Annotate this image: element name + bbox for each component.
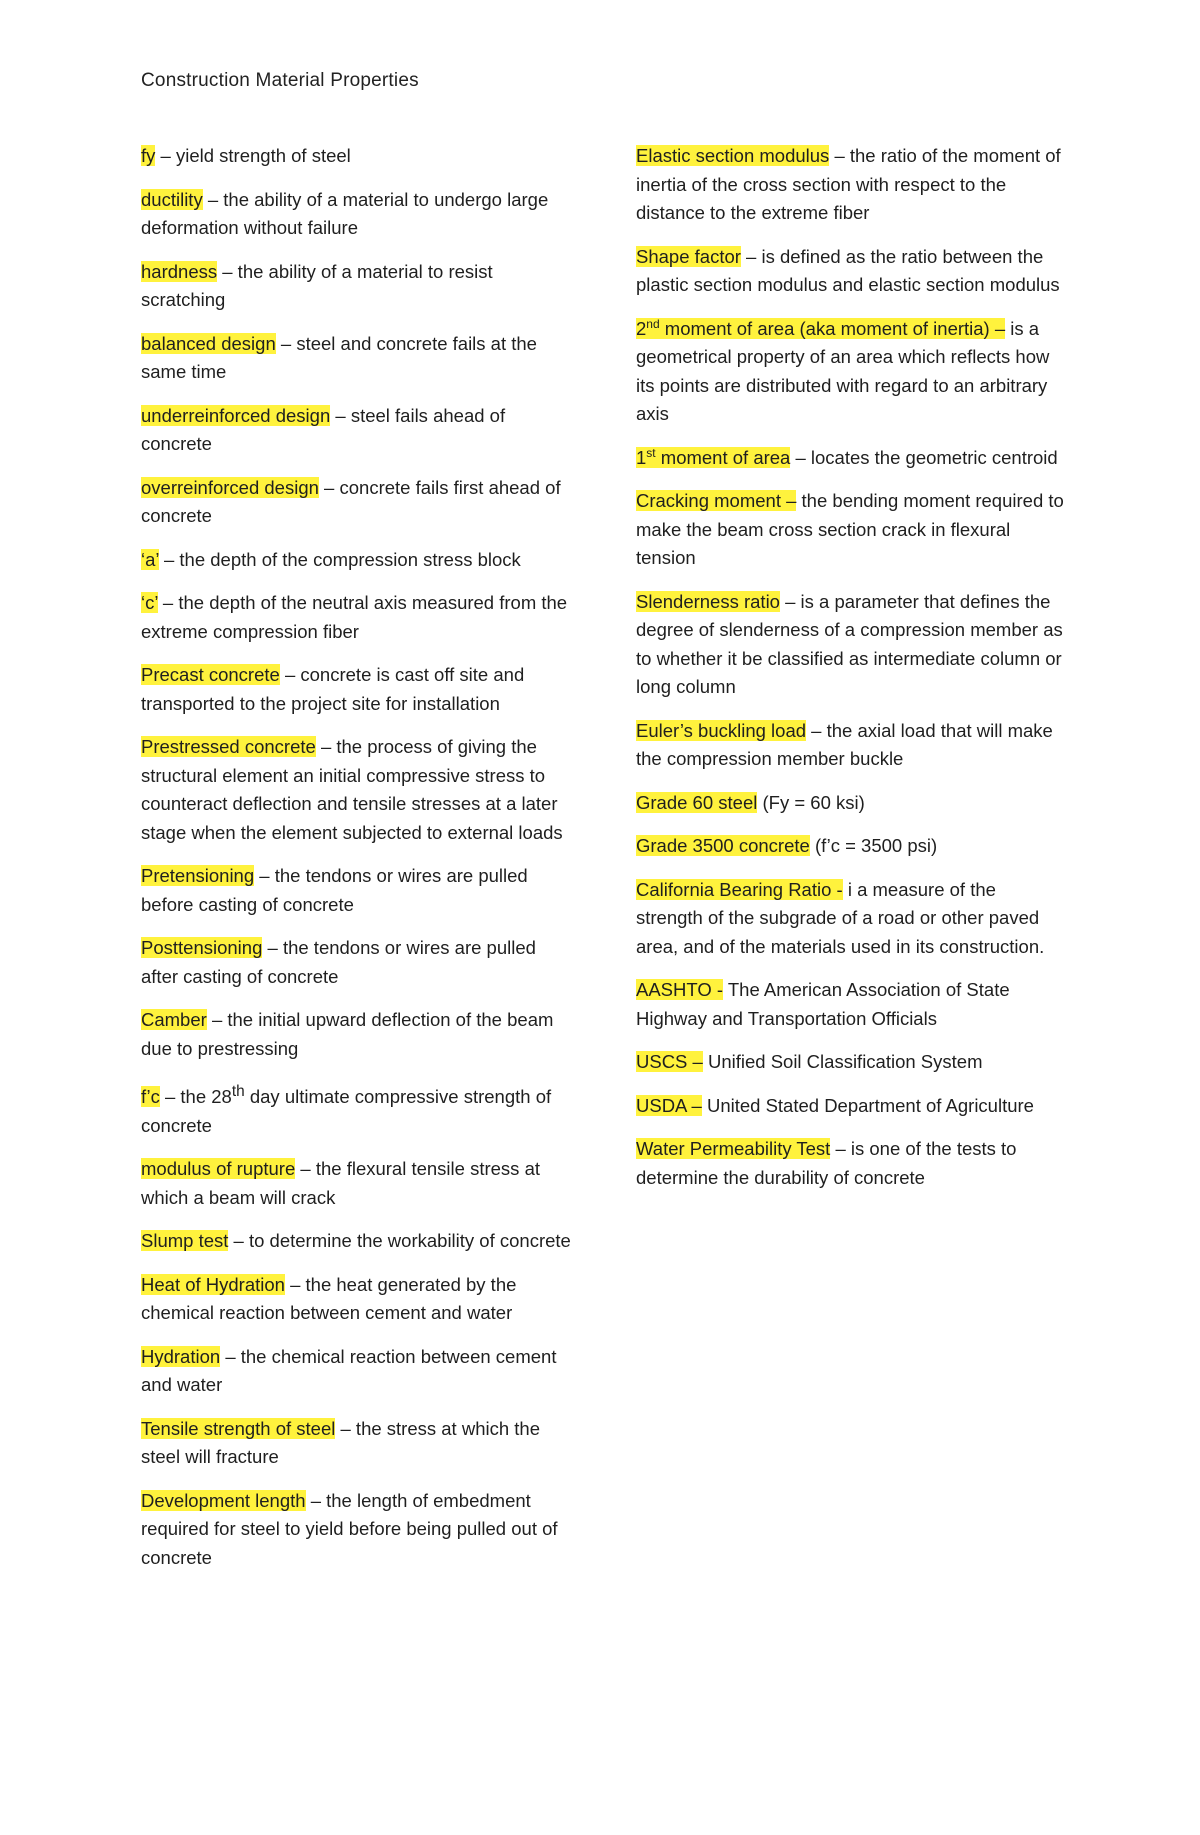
term-text: moment of area (aka moment of inertia) – [659, 317, 1006, 339]
definition-entry [141, 142, 571, 171]
definition-text: – the chemical reaction between cement and water [141, 1345, 557, 1396]
definition-entry [636, 876, 1066, 962]
definition-entry [636, 487, 1066, 573]
definition-entry [636, 243, 1066, 300]
term-highlight: AASHTO - [636, 979, 724, 1000]
definition-entry [636, 832, 1066, 861]
term-highlight: California Bearing Ratio - [636, 878, 843, 900]
definition-entry [141, 1155, 571, 1212]
definition-text: – is a parameter that defines the degree of slenderness of a compression member as to whether it be classified as intermediate column or long column [636, 590, 1063, 697]
definition-entry [636, 315, 1066, 429]
term-highlight: Development length [141, 1489, 306, 1511]
term-highlight: USDA – [636, 1094, 702, 1116]
term-highlight: Prestressed concrete [141, 736, 316, 757]
definition-text: – the process of giving the structural element an initial compressive stress to counteract deflection and tensile stresses at a later stage when the element subjected to external loads [141, 736, 563, 843]
definition-text: – yield strength of steel [155, 145, 351, 166]
definition-text: – is defined as the ratio between the plastic section modulus and elastic section modulus [636, 245, 1060, 295]
definition-entry [141, 1343, 571, 1400]
definition-entry [141, 474, 571, 531]
definition-text: – the ability of a material to resist scratching [141, 260, 493, 310]
definition-entry [141, 1227, 571, 1256]
definition-text: day ultimate compressive strength of concrete [141, 1086, 552, 1136]
definition-text: – the depth of the neutral axis measured from the extreme compression fiber [141, 592, 568, 642]
definition-text: – the ratio of the moment of inertia of the cross section with respect to the distance to the extreme fiber [636, 145, 1061, 223]
term-text: moment of area [655, 446, 791, 468]
term-highlight: underreinforced design [141, 404, 331, 426]
definition-text: – the initial upward deflection of the beam due to prestressing [141, 1009, 554, 1059]
definition-entry [636, 142, 1066, 228]
term-highlight: Tensile strength of steel [141, 1417, 336, 1439]
term-highlight: fy [141, 145, 156, 166]
definition-text: – concrete is cast off site and transported to the project site for installation [141, 664, 525, 714]
term-highlight: Grade 3500 concrete [636, 835, 810, 856]
term-highlight: f’c [141, 1086, 160, 1108]
definition-entry [636, 1135, 1066, 1192]
term-highlight: ductility [141, 188, 203, 210]
definition-text: – to determine the workability of concrete [228, 1230, 571, 1252]
definition-text: – the heat generated by the chemical reaction between cement and water [141, 1273, 517, 1324]
term-highlight: Hydration [141, 1345, 221, 1367]
definition-text: United Stated Department of Agriculture [701, 1094, 1034, 1116]
definition-entry [141, 661, 571, 718]
definition-entry [141, 330, 571, 387]
definition-entry [636, 1092, 1066, 1121]
definition-text: (Fy = 60 ksi) [757, 791, 865, 813]
definition-text: – the depth of the compression stress block [158, 548, 521, 570]
definition-entry [636, 588, 1066, 702]
term-highlight: USCS – [636, 1051, 703, 1072]
superscript: th [231, 1083, 245, 1100]
term-highlight: Camber [141, 1009, 207, 1030]
definition-text: – the tendons or wires are pulled after casting of concrete [141, 937, 536, 987]
definition-entry [141, 733, 571, 847]
definition-text: – is one of the tests to determine the durability of concrete [636, 1138, 1017, 1188]
definition-text: – the flexural tensile stress at which a beam will crack [141, 1158, 540, 1208]
definition-entry [141, 1271, 571, 1328]
definition-text: Unified Soil Classification System [702, 1051, 983, 1072]
definition-entry [636, 1048, 1066, 1077]
term-highlight [636, 447, 790, 468]
term-prefix: 2 [636, 317, 647, 339]
term-highlight: balanced design [141, 332, 276, 354]
term-highlight: ‘c’ [141, 592, 158, 613]
term-highlight: overreinforced design [141, 476, 319, 498]
term-highlight: Shape factor [636, 245, 741, 267]
definition-entry [636, 976, 1066, 1033]
document-title: Construction Material Properties [141, 70, 419, 91]
right-column [636, 142, 1066, 1207]
definition-text: – the length of embedment required for steel to yield before being pulled out of concrete [141, 1489, 558, 1568]
definition-entry [141, 546, 571, 575]
term-highlight: Posttensioning [141, 937, 263, 958]
definition-text: (f’c = 3500 psi) [809, 835, 938, 856]
term-highlight: ‘a’ [141, 548, 159, 570]
definition-entry [141, 186, 571, 243]
definition-text-prefix: – the 28 [159, 1086, 232, 1108]
superscript: st [646, 445, 656, 460]
term-prefix: 1 [636, 446, 647, 468]
definition-entry [141, 402, 571, 459]
term-highlight: Pretensioning [141, 865, 255, 886]
term-highlight: Heat of Hydration [141, 1273, 285, 1295]
term-highlight: Grade 60 steel [636, 791, 758, 813]
definition-text: – steel and concrete fails at the same time [141, 332, 537, 382]
definition-text: – steel fails ahead of concrete [141, 404, 506, 454]
definition-text: is a geometrical property of an area which reflects how its points are distributed with regard to an arbitrary axis [636, 317, 1050, 424]
definition-text: – the stress at which the steel will fracture [141, 1417, 540, 1468]
left-column [141, 142, 571, 1587]
definition-entry [636, 789, 1066, 818]
term-highlight: Elastic section modulus [636, 145, 830, 166]
definition-text: – locates the geometric centroid [790, 446, 1058, 468]
term-highlight: Slenderness ratio [636, 590, 780, 612]
superscript: nd [646, 316, 660, 331]
definition-text: The American Association of State Highway and Transportation Officials [636, 979, 1010, 1029]
definition-entry [141, 589, 571, 646]
definition-entry [141, 1078, 571, 1140]
definition-text: – the axial load that will make the compression member buckle [636, 719, 1053, 769]
term-highlight: hardness [141, 260, 218, 282]
term-highlight: Euler’s buckling load [636, 719, 807, 741]
definition-entry [141, 1006, 571, 1063]
definition-entry [141, 862, 571, 919]
term-highlight: Precast concrete [141, 664, 280, 685]
definition-text: – concrete fails first ahead of concrete [141, 476, 561, 526]
definition-entry [141, 934, 571, 991]
term-highlight: Slump test [141, 1230, 229, 1252]
definition-entry [141, 1487, 571, 1573]
definition-text: the bending moment required to make the beam cross section crack in flexural tension [636, 490, 1064, 568]
definition-text: – the tendons or wires are pulled before casting of concrete [141, 865, 528, 915]
definition-entry [141, 1415, 571, 1472]
term-highlight: modulus of rupture [141, 1158, 296, 1180]
definition-entry [141, 258, 571, 315]
definition-text: – the ability of a material to undergo large deformation without failure [141, 188, 549, 238]
definition-entry [636, 717, 1066, 774]
term-highlight [636, 318, 1005, 339]
definition-text: i a measure of the strength of the subgrade of a road or other paved area, and of the materials used in its construction. [636, 878, 1045, 957]
definition-entry [636, 444, 1066, 473]
term-highlight: Cracking moment – [636, 490, 797, 511]
term-highlight: Water Permeability Test [636, 1138, 831, 1159]
